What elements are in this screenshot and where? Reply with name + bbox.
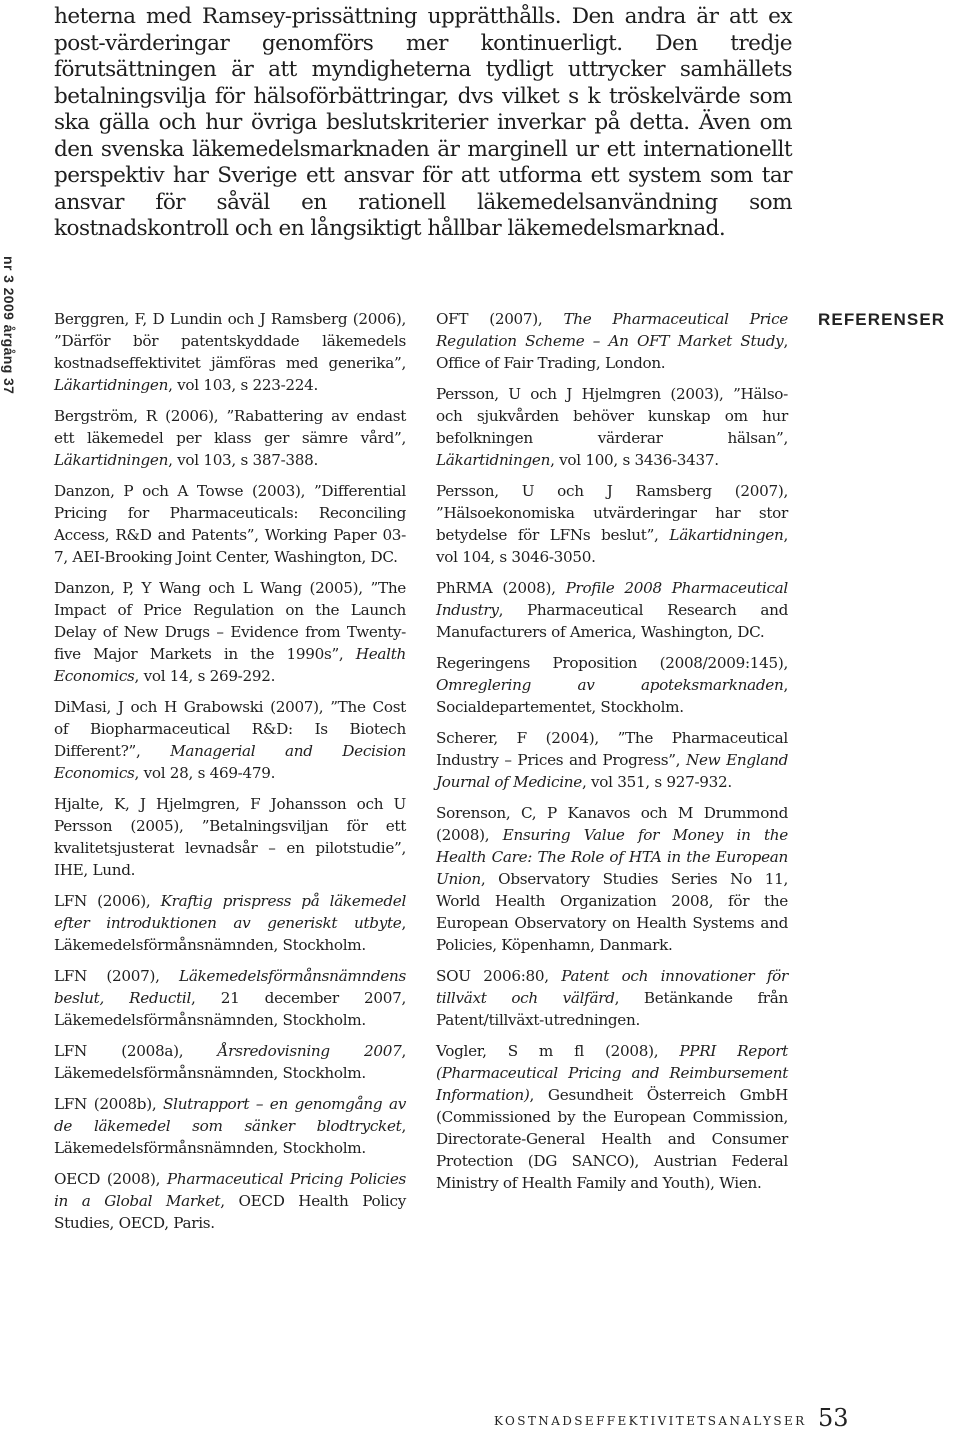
reference-entry: [54, 577, 406, 687]
reference-entry: [54, 308, 406, 396]
reference-title: Läkartidningen: [669, 526, 784, 544]
reference-entry: [54, 696, 406, 784]
references-column-left: [54, 308, 406, 1243]
reference-entry: [54, 890, 406, 956]
reference-title: PPRI Report (Pharmaceutical Pricing and Reimbursement Information): [436, 1042, 788, 1104]
reference-text: , vol 104, s 3046-3050.: [436, 526, 788, 566]
reference-entry: [54, 1093, 406, 1159]
reference-text: SOU 2006:80,: [436, 967, 562, 985]
reference-title: Läkartidningen: [54, 451, 169, 469]
reference-title: The Pharmaceutical Price Regulation Scheme – An OFT Market Study: [436, 310, 788, 350]
reference-text: , vol 103, s 223-224.: [168, 376, 319, 394]
reference-text: , Pharmaceutical Research and Manufacturers of America, Washington, DC.: [436, 601, 788, 641]
issue-label: nr 3 2009 årgång 37: [1, 256, 17, 395]
reference-title: Profile 2008 Pharmaceutical Industry: [436, 579, 788, 619]
reference-title: Läkemedelsförmånsnämndens beslut, Reductil: [54, 967, 406, 1007]
reference-text: OFT (2007),: [436, 310, 564, 328]
reference-text: Vogler, S m fl (2008),: [436, 1042, 680, 1060]
reference-text: , vol 14, s 269-292.: [134, 667, 276, 685]
reference-text: , vol 100, s 3436-3437.: [550, 451, 719, 469]
reference-entry: [54, 1168, 406, 1234]
reference-text: , Betänkande från Patent/tillväxt-utredningen.: [436, 989, 788, 1029]
reference-entry: [436, 802, 788, 956]
reference-text: , Office of Fair Trading, London.: [436, 332, 788, 372]
reference-text: , Läkemedelsförmånsnämnden, Stockholm.: [54, 1042, 406, 1082]
reference-entry: [436, 577, 788, 643]
reference-text: Danzon, P, Y Wang och L Wang (2005), ”The Impact of Price Regulation on the Launch Delay of New Drugs – Evidence from Twenty-five Major Markets in the 1990s”,: [54, 579, 406, 663]
reference-title: Läkartidningen: [436, 451, 551, 469]
reference-title: Managerial and Decision Economics: [54, 742, 406, 782]
reference-text: , OECD Health Policy Studies, OECD, Paris.: [54, 1192, 406, 1232]
reference-title: Patent och innovationer för tillväxt och välfärd: [436, 967, 788, 1007]
reference-entry: [436, 965, 788, 1031]
body-paragraph: heterna med Ramsey-prissättning upprätthålls. Den andra är att ex post-värderingar genomförs mer kontinuerligt. Den tredje förutsättningen är att myndigheterna tydligt uttrycker samhällets betalningsvilja för hälsoförbättringar, dvs vilket s k tröskelvärde som ska gälla och hur övriga beslutskriterier inverkar på detta. Även om den svenska läkemedelsmarknaden är marginell ur ett internationellt perspektiv har Sverige ett ansvar för att utforma ett system som tar ansvar för såväl en rationell läkemedelsanvändning som kostnadskontroll och en långsiktigt hållbar läkemedelsmarknad.: [54, 4, 792, 241]
reference-text: Bergström, R (2006), ”Rabattering av endast ett läkemedel per klass ger sämre vård”,: [54, 407, 406, 447]
reference-text: , vol 103, s 387-388.: [168, 451, 319, 469]
reference-entry: [436, 308, 788, 374]
reference-entry: [54, 405, 406, 471]
reference-title: Ensuring Value for Money in the Health Care: The Role of HTA in the European Union: [436, 826, 788, 888]
reference-entry: [436, 727, 788, 793]
reference-entry: [436, 652, 788, 718]
reference-text: Scherer, F (2004), ”The Pharmaceutical Industry – Prices and Progress”,: [436, 729, 788, 769]
reference-text: , 21 december 2007, Läkemedelsförmånsnämnden, Stockholm.: [54, 989, 406, 1029]
reference-title: Slutrapport – en genomgång av de läkemedel som sänker blodtrycket: [54, 1095, 406, 1135]
reference-text: , Socialdepartementet, Stockholm.: [436, 676, 788, 716]
reference-text: , vol 351, s 927-932.: [581, 773, 732, 791]
reference-text: LFN (2007),: [54, 967, 180, 985]
reference-text: , vol 28, s 469-479.: [134, 764, 276, 782]
reference-text: PhRMA (2008),: [436, 579, 566, 597]
reference-title: Omreglering av apoteksmarknaden: [436, 676, 784, 694]
reference-entry: [54, 965, 406, 1031]
reference-text: Persson, U och J Ramsberg (2007), ”Hälsoekonomiska utvärderingar har stor betydelse för LFNs beslut”,: [436, 482, 788, 544]
reference-entry: [54, 480, 406, 568]
reference-text: Persson, U och J Hjelmgren (2003), ”Hälso- och sjukvården behöver kunskap om hur befolkningen värderar hälsan”,: [436, 385, 788, 447]
reference-title: New England Journal of Medicine: [436, 751, 789, 791]
reference-text: , Läkemedelsförmånsnämnden, Stockholm.: [54, 914, 406, 954]
reference-text: , Observatory Studies Series No 11, World Health Organization 2008, för the European Observatory on Health Systems and Policies, Köpenhamn, Danmark.: [436, 870, 788, 954]
page-number: 53: [818, 1404, 849, 1432]
reference-entry: [54, 793, 406, 881]
reference-title: Pharmaceutical Pricing Policies in a Global Market: [54, 1170, 407, 1210]
reference-entry: [54, 1040, 406, 1084]
reference-text: Berggren, F, D Lundin och J Ramsberg (2006), ”Därför bör patentskyddade läkemedels kostnadseffektivitet jämföras med generika”,: [54, 310, 406, 372]
reference-title: Årsredovisning 2007: [217, 1042, 402, 1060]
reference-title: Läkartidningen: [54, 376, 169, 394]
references-column-right: [436, 308, 788, 1203]
reference-text: LFN (2008a),: [54, 1042, 218, 1060]
reference-entry: [436, 1040, 788, 1194]
reference-text: Hjalte, K, J Hjelmgren, F Johansson och U Persson (2005), ”Betalningsviljan för ett kvalitetsjusterat levnadsår – en pilotstudie”, IHE, Lund.: [54, 795, 406, 879]
reference-text: Regeringens Proposition (2008/2009:145),: [436, 654, 788, 672]
reference-text: DiMasi, J och H Grabowski (2007), ”The Cost of Biopharmaceutical R&D: Is Biotech Different?”,: [54, 698, 406, 760]
reference-title: Health Economics: [54, 645, 406, 685]
references-heading: REFERENSER: [818, 310, 946, 329]
reference-text: LFN (2006),: [54, 892, 161, 910]
reference-text: OECD (2008),: [54, 1170, 167, 1188]
reference-text: LFN (2008b),: [54, 1095, 164, 1113]
reference-text: , Läkemedelsförmånsnämnden, Stockholm.: [54, 1117, 406, 1157]
reference-text: , Gesundheit Österreich GmbH (Commissioned by the European Commission, Directorate-General Health and Consumer Protection (DG SANCO), Austrian Federal Ministry of Health Family and Youth), Wien.: [436, 1086, 788, 1192]
reference-entry: [436, 480, 788, 568]
reference-entry: [436, 383, 788, 471]
reference-text: Danzon, P och A Towse (2003), ”Differential Pricing for Pharmaceuticals: Reconciling Access, R&D and Patents”, Working Paper 03-7, AEI-Brooking Joint Center, Washington, DC.: [54, 482, 406, 566]
reference-title: Kraftig prispress på läkemedel efter introduktionen av generiskt utbyte: [54, 892, 407, 932]
reference-text: Sorenson, C, P Kanavos och M Drummond (2008),: [436, 804, 788, 844]
running-footer-title: KOSTNADSEFFEKTIVITETSANALYSER: [494, 1414, 807, 1428]
